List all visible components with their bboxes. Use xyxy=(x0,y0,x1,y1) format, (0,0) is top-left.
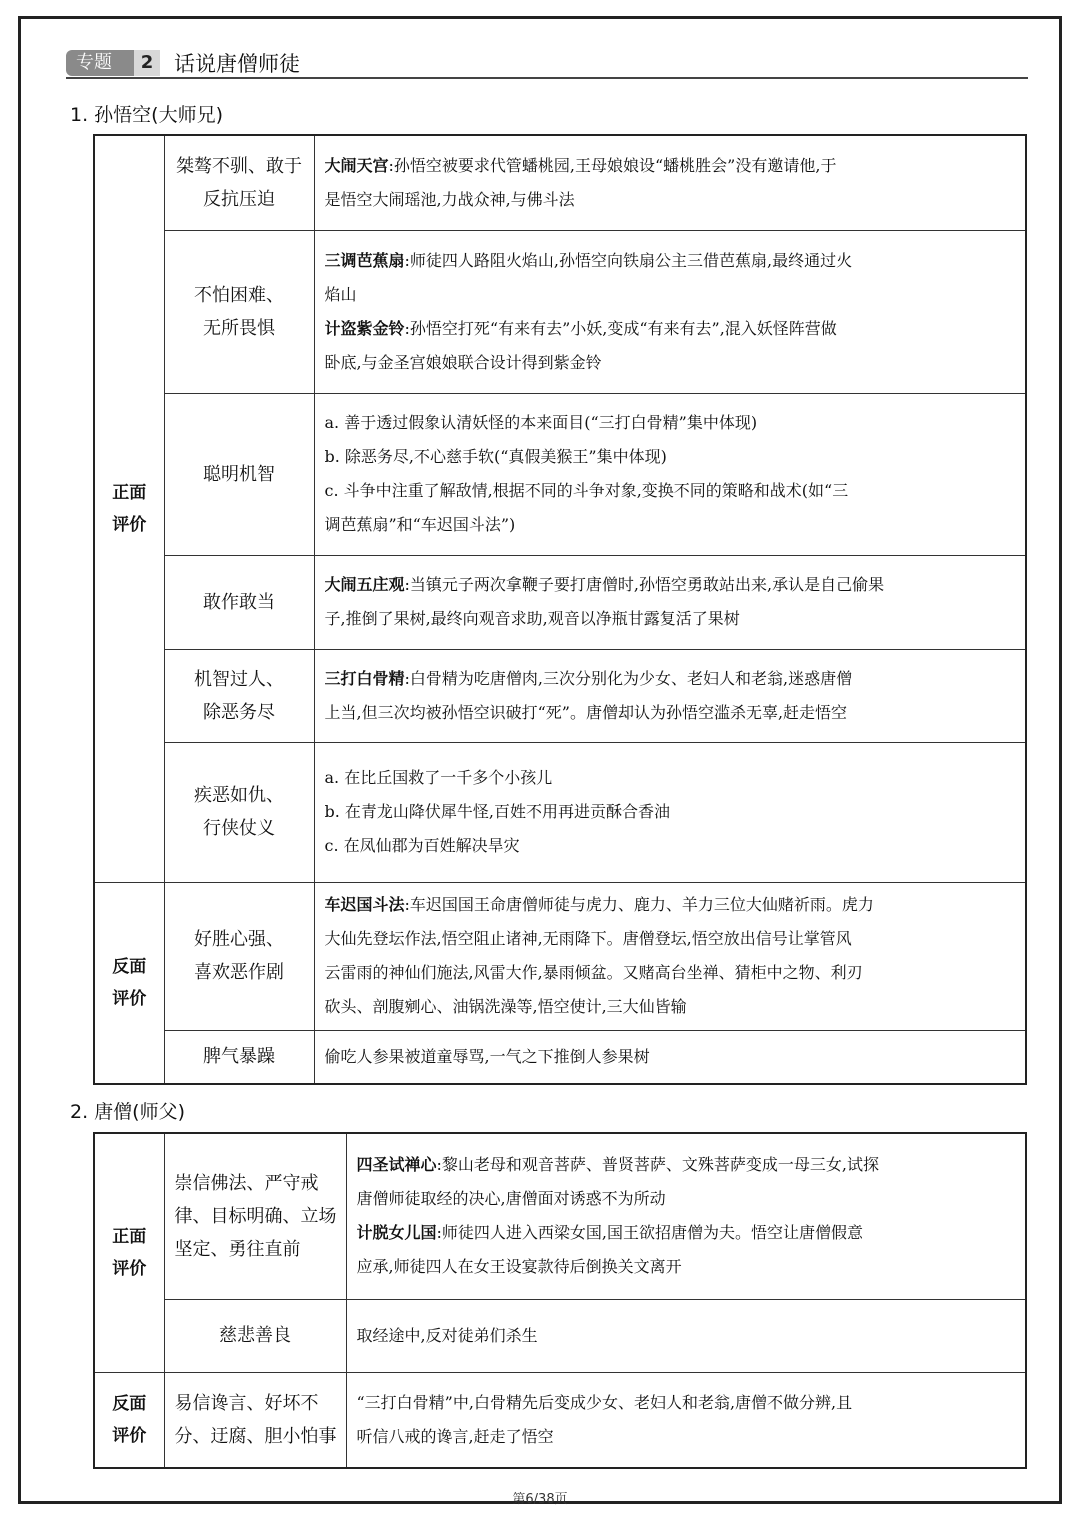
description-line: b. 除恶务尽,不心慈手软(“真假美猴王”集中体现) xyxy=(324,447,667,466)
trait-cell xyxy=(164,555,314,649)
trait-label: 崇信佛法、严守戒 xyxy=(174,1172,319,1194)
story-title: 计脱女儿国 xyxy=(356,1223,437,1243)
trait-label: 律、目标明确、立场 xyxy=(174,1205,337,1227)
table-row xyxy=(94,393,1026,555)
trait-label: 坚定、勇往直前 xyxy=(174,1238,301,1260)
page-title: 话说唐僧师徒 xyxy=(174,52,300,76)
trait-label: 疾恶如仇、 xyxy=(194,785,284,806)
story-title: 车迟国斗法 xyxy=(324,895,405,914)
story-title: 大闹天宫 xyxy=(324,155,389,175)
trait-cell xyxy=(164,1133,346,1299)
category-label: 反面 xyxy=(112,956,147,977)
table-row xyxy=(94,742,1026,882)
story-title: 三调芭蕉扇 xyxy=(324,250,405,270)
description-line: a. 在比丘国救了一千多个小孩儿 xyxy=(324,768,553,787)
trait-label: 不怕困难、 xyxy=(194,284,284,306)
category-label: 评价 xyxy=(112,988,147,1009)
table-row xyxy=(94,555,1026,649)
story-title: 四圣试禅心 xyxy=(356,1155,437,1175)
description-line xyxy=(325,149,1018,183)
description-line: 焰山 xyxy=(324,284,357,304)
description-line: 唐僧师徒取经的决心,唐僧面对诱惑不为所动 xyxy=(356,1189,666,1209)
description-cell xyxy=(314,742,1026,882)
trait-cell xyxy=(164,1030,314,1084)
description-cell xyxy=(346,1133,1026,1299)
trait-label: 行侠仗义 xyxy=(203,818,275,839)
category-label: 正面 xyxy=(112,1226,147,1247)
table-row xyxy=(94,882,1026,1030)
trait-label: 反抗压迫 xyxy=(203,188,275,210)
description-line xyxy=(325,662,1018,696)
trait-cell xyxy=(164,882,314,1030)
category-cell xyxy=(94,1133,164,1372)
trait-label: 敢作敢当 xyxy=(203,591,275,613)
category-label: 评价 xyxy=(112,1258,147,1279)
description-text: :黎山老母和观音菩萨、普贤菩萨、文殊菩萨变成一母三女,试探 xyxy=(436,1155,879,1175)
trait-cell xyxy=(164,230,314,393)
description-cell xyxy=(346,1299,1026,1372)
description-line: 应承,师徒四人在女王设宴款待后倒换关文离开 xyxy=(356,1257,682,1277)
table-row xyxy=(94,1372,1026,1468)
category-cell xyxy=(94,135,164,882)
description-line: c. 在凤仙郡为百姓解决旱灾 xyxy=(324,836,520,855)
trait-label: 好胜心强、 xyxy=(194,929,284,950)
description-line xyxy=(325,888,1018,922)
description-line: 偷吃人参果被道童辱骂,一气之下推倒人参果树 xyxy=(324,1046,650,1066)
description-line xyxy=(325,312,1018,346)
table-row xyxy=(94,1133,1026,1299)
table-row xyxy=(94,1299,1026,1372)
topic-tag-label: 专题 xyxy=(76,52,112,73)
story-title: 计盗紫金铃 xyxy=(324,318,405,338)
trait-label: 无所畏惧 xyxy=(203,317,275,339)
table-row xyxy=(94,135,1026,230)
category-label: 正面 xyxy=(112,482,147,503)
description-line: a. 善于透过假象认清妖怪的本来面目(“三打白骨精”集中体现) xyxy=(324,413,758,432)
description-line: c. 斗争中注重了解敌情,根据不同的斗争对象,变换不同的策略和战术(如“三 xyxy=(324,481,849,500)
description-line: “三打白骨精”中,白骨精先后变成少女、老妇人和老翁,唐僧不做分辨,且 xyxy=(356,1392,853,1412)
description-line: 云雷雨的神仙们施法,风雷大作,暴雨倾盆。又赌高台坐禅、猜柜中之物、利刃 xyxy=(324,963,863,982)
trait-label: 脾气暴躁 xyxy=(203,1046,275,1068)
trait-cell xyxy=(164,135,314,230)
description-line: 砍头、剖腹剜心、油锅洗澡等,悟空使计,三大仙皆输 xyxy=(324,997,687,1016)
category-cell xyxy=(94,882,164,1084)
table-row xyxy=(94,649,1026,742)
description-line: 是悟空大闹瑶池,力战众神,与佛斗法 xyxy=(324,189,575,209)
trait-label: 机智过人、 xyxy=(194,668,284,690)
trait-cell xyxy=(164,393,314,555)
description-line xyxy=(325,244,1018,278)
trait-cell xyxy=(164,1372,346,1468)
description-cell xyxy=(314,1030,1026,1084)
trait-label: 聪明机智 xyxy=(203,463,275,485)
description-cell xyxy=(346,1372,1026,1468)
description-text: :孙悟空打死“有来有去”小妖,变成“有来有去”,混入妖怪阵营做 xyxy=(404,318,837,338)
section-title-tangseng: 2. 唐僧(师父) xyxy=(70,1101,185,1123)
category-label: 评价 xyxy=(112,514,147,535)
page-number: 第6/38页 xyxy=(512,1492,568,1507)
trait-label: 桀骜不驯、敢于 xyxy=(176,155,302,177)
description-line xyxy=(357,1148,1018,1182)
description-cell xyxy=(314,135,1026,230)
category-cell xyxy=(94,1372,164,1468)
description-line: 卧底,与金圣宫娘娘联合设计得到紫金铃 xyxy=(324,352,602,372)
section-title-sunwukong: 1. 孙悟空(大师兄) xyxy=(70,104,223,126)
description-cell xyxy=(314,882,1026,1030)
description-cell xyxy=(314,393,1026,555)
story-title: 大闹五庄观 xyxy=(324,575,405,594)
story-title: 三打白骨精 xyxy=(324,668,405,688)
trait-cell xyxy=(164,649,314,742)
description-text: :白骨精为吃唐僧肉,三次分别化为少女、老妇人和老翁,迷惑唐僧 xyxy=(404,668,853,688)
sunwukong-table xyxy=(93,134,1027,1085)
trait-label: 除恶务尽 xyxy=(203,701,275,723)
table-row xyxy=(94,230,1026,393)
description-line: 调芭蕉扇”和“车迟国斗法”) xyxy=(324,515,516,534)
trait-cell xyxy=(164,1299,346,1372)
category-label: 反面 xyxy=(112,1393,147,1414)
description-text: :孙悟空被要求代管蟠桃园,王母娘娘设“蟠桃胜会”没有邀请他,于 xyxy=(388,155,837,175)
category-label: 评价 xyxy=(112,1425,147,1446)
trait-label: 慈悲善良 xyxy=(219,1325,291,1346)
description-line: 听信八戒的谗言,赶走了悟空 xyxy=(356,1426,554,1446)
description-line xyxy=(357,1216,1018,1250)
header-rule xyxy=(66,77,1028,79)
trait-label: 分、迂腐、胆小怕事 xyxy=(174,1425,337,1447)
description-text: :车迟国国王命唐僧师徒与虎力、鹿力、羊力三位大仙赌祈雨。虎力 xyxy=(404,895,874,914)
description-line: 上当,但三次均被孙悟空识破打“死”。唐僧却认为孙悟空滥杀无辜,赶走悟空 xyxy=(324,702,848,722)
description-cell xyxy=(314,230,1026,393)
page-header xyxy=(66,44,1028,78)
trait-cell xyxy=(164,742,314,882)
description-text: :当镇元子两次拿鞭子要打唐僧时,孙悟空勇敢站出来,承认是自己偷果 xyxy=(404,575,885,594)
description-cell xyxy=(314,555,1026,649)
description-text: :师徒四人路阻火焰山,孙悟空向铁扇公主三借芭蕉扇,最终通过火 xyxy=(404,250,853,270)
topic-number: 2 xyxy=(134,50,160,76)
tangseng-table xyxy=(93,1132,1027,1469)
trait-label: 易信谗言、好坏不 xyxy=(174,1392,319,1414)
description-line xyxy=(325,568,1018,602)
description-line: 大仙先登坛作法,悟空阻止诸神,无雨降下。唐僧登坛,悟空放出信号让掌管风 xyxy=(324,929,852,948)
description-cell xyxy=(314,649,1026,742)
table-row xyxy=(94,1030,1026,1084)
description-line: b. 在青龙山降伏犀牛怪,百姓不用再进贡酥合香油 xyxy=(324,802,671,821)
description-line: 取经途中,反对徒弟们杀生 xyxy=(356,1325,538,1345)
trait-label: 喜欢恶作剧 xyxy=(194,962,284,983)
topic-tag xyxy=(66,50,156,76)
description-text: :师徒四人进入西梁女国,国王欲招唐僧为夫。悟空让唐僧假意 xyxy=(436,1223,863,1243)
description-line: 子,推倒了果树,最终向观音求助,观音以净瓶甘露复活了果树 xyxy=(324,609,740,628)
